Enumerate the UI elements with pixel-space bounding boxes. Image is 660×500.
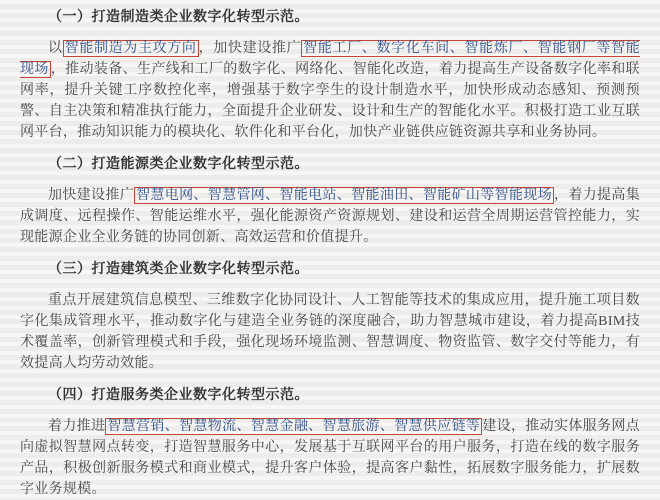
highlighted-term: 智能制造为主攻方向 <box>64 41 197 56</box>
body-text: 加快建设推广 <box>48 188 135 203</box>
section-construction <box>20 260 640 374</box>
section-heading-manufacturing: （一）打造制造类企业数字化转型示范。 <box>48 10 309 25</box>
section-paragraph-energy <box>20 185 640 248</box>
section-paragraph-service <box>20 416 640 500</box>
body-text: ，着力提高集成调度、远程操作、智能运维水平，强化能源资产资源规划、建设和运营全周期运营管控能力，实现能源企业全业务链的协同创新、高效运营和价值提升。 <box>20 188 640 245</box>
body-text: 建设，推动实体服务网点向虚拟智慧网点转变，打造智慧服务中心，发展基于互联网平台的用户服务，打造在线的数字服务产品，积极创新服务模式和商业模式，提升客户体验，提高客户黏性，拓展数字服务能力，扩展数字业务规模。 <box>20 419 640 497</box>
section-energy <box>20 155 640 248</box>
section-heading-energy: （二）打造能源类企业数字化转型示范。 <box>48 157 309 172</box>
section-heading-service: （四）打造服务类企业数字化转型示范。 <box>48 388 309 403</box>
body-text: 着力推进 <box>48 419 106 434</box>
highlighted-term: 智慧营销、智慧物流、智慧金融、智慧旅游、智慧供应链等 <box>107 419 481 434</box>
body-text: ，推动装备、生产线和工厂的数字化、网络化、智能化改造，着力提高生产设备数字化率和联网率，提升关键工序数控化率，增强基于数字孪生的设计制造水平，加快形成动态感知、预测预警、自主决策和精准执行能力，全面提升企业研发、设计和生产的智能化水平。积极打造工业互联网平台，推动知识能力的模块化、软件化和平台化，加快产业链供应链资源共享和业务协同。 <box>20 62 640 140</box>
highlighted-term: 智慧电网、智慧管网、智能电站、智能油田、智能矿山等智能现场 <box>136 188 552 203</box>
highlighted-term: 智能工厂、数字化车间、智能炼厂、智能钢厂等智能现场 <box>20 41 640 77</box>
section-paragraph-construction <box>20 290 640 374</box>
body-text: 以 <box>48 41 63 56</box>
body-text: ，加快建设推广 <box>198 41 302 56</box>
section-heading-construction: （三）打造建筑类企业数字化转型示范。 <box>48 262 309 277</box>
section-service <box>20 386 640 500</box>
section-paragraph-manufacturing <box>20 38 640 143</box>
section-manufacturing <box>20 8 640 143</box>
body-text: 重点开展建筑信息模型、三维数字化协同设计、人工智能等技术的集成应用，提升施工项目数字化集成管理水平，推动数字化与建造全业务链的深度融合，助力智慧城市建设，着力提高BIM技术覆盖率，创新管理模式和手段，强化现场环境监测、智慧调度、物资监管、数字交付等能力，有效提高人均劳动效能。 <box>20 293 640 371</box>
